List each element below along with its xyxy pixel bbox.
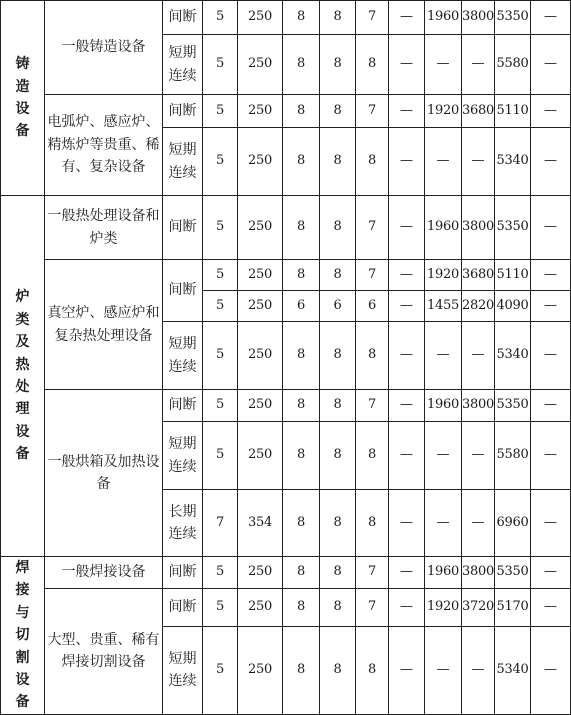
cell: — (389, 422, 425, 490)
mode-cell: 短期连续 (163, 422, 203, 490)
cell: — (462, 490, 495, 557)
mode-cell: 长期连续 (163, 490, 203, 557)
cell: 1920 (425, 95, 462, 128)
table-row (1, 589, 571, 627)
cell: 5 (203, 35, 238, 95)
cell: 8 (320, 1, 356, 35)
cell: 7 (356, 260, 389, 291)
cell: 250 (238, 589, 283, 627)
cell: 2820 (462, 291, 495, 322)
table-row (1, 260, 571, 291)
cell: 250 (238, 1, 283, 35)
cell: 250 (238, 322, 283, 390)
cell: — (531, 390, 571, 422)
cell: 8 (320, 322, 356, 390)
cell: — (531, 626, 571, 714)
cell: 8 (283, 557, 320, 589)
cell: 8 (356, 626, 389, 714)
cell: 5 (203, 291, 238, 322)
cell: 5 (203, 589, 238, 627)
cell: 1960 (425, 1, 462, 35)
cell: 5350 (495, 1, 531, 35)
cell: 8 (356, 422, 389, 490)
cell: 5110 (495, 260, 531, 291)
cell: 250 (238, 626, 283, 714)
cell: 8 (283, 589, 320, 627)
cell: 250 (238, 128, 283, 196)
cell: — (389, 35, 425, 95)
cell: — (462, 322, 495, 390)
cell: 8 (283, 422, 320, 490)
cell: — (531, 1, 571, 35)
cell: 8 (283, 322, 320, 390)
cell: 250 (238, 95, 283, 128)
cell: — (389, 128, 425, 196)
cell: 4090 (495, 291, 531, 322)
cell: 5 (203, 1, 238, 35)
cell: — (425, 35, 462, 95)
cell: 1455 (425, 291, 462, 322)
cell: 250 (238, 557, 283, 589)
mode-cell: 间断 (163, 196, 203, 260)
cell: — (425, 322, 462, 390)
cell: — (462, 35, 495, 95)
cell: 5 (203, 95, 238, 128)
cell: 1960 (425, 557, 462, 589)
cell: 8 (320, 557, 356, 589)
cell: 6 (283, 291, 320, 322)
cell: 5 (203, 260, 238, 291)
cell: 5350 (495, 390, 531, 422)
cell: 8 (283, 128, 320, 196)
cell: 250 (238, 390, 283, 422)
cell: 8 (356, 128, 389, 196)
cell: 8 (320, 95, 356, 128)
cell: — (389, 322, 425, 390)
cell: 5340 (495, 322, 531, 390)
cell: — (531, 422, 571, 490)
mode-cell: 间断 (163, 589, 203, 627)
table-row (1, 95, 571, 128)
cell: — (389, 196, 425, 260)
cell: 3800 (462, 390, 495, 422)
cell: — (462, 128, 495, 196)
cell: 8 (356, 35, 389, 95)
cell: — (531, 322, 571, 390)
category-label: 焊接与切割设备 (15, 560, 30, 711)
category-label: 铸造设备 (15, 56, 30, 140)
cell: 1960 (425, 196, 462, 260)
cell: — (531, 35, 571, 95)
equipment-cell: 一般热处理设备和炉类 (45, 196, 163, 260)
equipment-cell: 大型、贵重、稀有焊接切割设备 (45, 589, 163, 715)
table-row (1, 557, 571, 589)
cell: — (531, 589, 571, 627)
equipment-cell: 一般烘箱及加热设备 (45, 390, 163, 557)
mode-cell: 间断 (163, 95, 203, 128)
cell: 6 (356, 291, 389, 322)
cell: 1960 (425, 390, 462, 422)
cell: 5170 (495, 589, 531, 627)
cell: — (531, 128, 571, 196)
cell: 7 (356, 95, 389, 128)
cell: 7 (356, 557, 389, 589)
cell: 5 (203, 626, 238, 714)
cell: 5340 (495, 128, 531, 196)
cell: — (389, 260, 425, 291)
cell: 7 (356, 589, 389, 627)
cell: 8 (320, 422, 356, 490)
cell: — (389, 589, 425, 627)
cell: — (531, 196, 571, 260)
cell: 250 (238, 196, 283, 260)
cell: 8 (356, 322, 389, 390)
cell: 8 (356, 490, 389, 557)
mode-cell: 短期连续 (163, 322, 203, 390)
cell: 250 (238, 260, 283, 291)
cell: — (531, 490, 571, 557)
cell: 250 (238, 35, 283, 95)
mode-cell: 间断 (163, 1, 203, 35)
cell: — (425, 422, 462, 490)
cell: 5 (203, 322, 238, 390)
cell: 3680 (462, 95, 495, 128)
cell: — (389, 490, 425, 557)
cell: 7 (356, 1, 389, 35)
equipment-cell: 真空炉、感应炉和复杂热处理设备 (45, 260, 163, 390)
cell: 6960 (495, 490, 531, 557)
cell: — (425, 626, 462, 714)
mode-cell: 间断 (163, 390, 203, 422)
cell: 8 (283, 196, 320, 260)
cell: — (531, 260, 571, 291)
cell: 8 (320, 626, 356, 714)
cell: — (389, 1, 425, 35)
table-row (1, 196, 571, 260)
cell: 8 (283, 1, 320, 35)
cell: — (389, 291, 425, 322)
cell: 8 (283, 35, 320, 95)
cell: 5 (203, 557, 238, 589)
cell: 5 (203, 390, 238, 422)
cell: — (425, 490, 462, 557)
cell: 5580 (495, 35, 531, 95)
category-label: 炉类及热处理设备 (15, 289, 30, 463)
cell: 5110 (495, 95, 531, 128)
mode-cell: 间断 (163, 260, 203, 322)
equipment-cell: 电弧炉、感应炉、精炼炉等贵重、稀有、复杂设备 (45, 95, 163, 196)
cell: 8 (320, 128, 356, 196)
cell: — (462, 626, 495, 714)
mode-cell: 短期连续 (163, 128, 203, 196)
mode-cell: 短期连续 (163, 35, 203, 95)
cell: 5 (203, 422, 238, 490)
table-row (1, 390, 571, 422)
cell: 8 (320, 390, 356, 422)
cell: 8 (320, 196, 356, 260)
cell: — (389, 626, 425, 714)
cell: 7 (356, 390, 389, 422)
cell: 354 (238, 490, 283, 557)
table-row (1, 1, 571, 35)
cell: 8 (283, 95, 320, 128)
mode-cell: 间断 (163, 557, 203, 589)
cell: — (389, 557, 425, 589)
cell: — (531, 557, 571, 589)
cell: 8 (320, 260, 356, 291)
cell: — (462, 422, 495, 490)
cell: 5340 (495, 626, 531, 714)
cell: 3800 (462, 196, 495, 260)
cell: 8 (320, 35, 356, 95)
cell: — (531, 95, 571, 128)
cell: 5580 (495, 422, 531, 490)
cell: 3800 (462, 557, 495, 589)
cell: 250 (238, 291, 283, 322)
cell: — (389, 95, 425, 128)
cell: 250 (238, 422, 283, 490)
cell: 8 (320, 490, 356, 557)
cell: 3800 (462, 1, 495, 35)
cell: 7 (356, 196, 389, 260)
cell: — (531, 291, 571, 322)
cell: 3720 (462, 589, 495, 627)
cell: 8 (283, 626, 320, 714)
cell: 8 (320, 589, 356, 627)
cell: 8 (283, 390, 320, 422)
cell: 1920 (425, 260, 462, 291)
cell: 3680 (462, 260, 495, 291)
category-cell (1, 196, 45, 557)
cell: 5 (203, 196, 238, 260)
category-cell (1, 1, 45, 196)
cell: — (425, 128, 462, 196)
equipment-cell: 一般焊接设备 (45, 557, 163, 589)
equipment-cell: 一般铸造设备 (45, 1, 163, 95)
cell: 8 (283, 490, 320, 557)
cell: 5 (203, 128, 238, 196)
category-cell (1, 557, 45, 715)
cell: 5350 (495, 196, 531, 260)
cell: 1920 (425, 589, 462, 627)
cell: — (389, 390, 425, 422)
cell: 5350 (495, 557, 531, 589)
cell: 6 (320, 291, 356, 322)
cell: 8 (283, 260, 320, 291)
mode-cell: 短期连续 (163, 626, 203, 714)
cell: 7 (203, 490, 238, 557)
